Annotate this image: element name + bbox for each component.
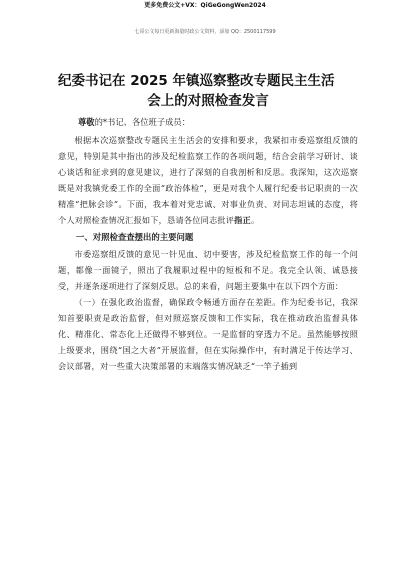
- download-banner: 更多免费公文+VX：QiGeGongWen2024: [144, 2, 266, 9]
- paragraph-intro: [58, 132, 358, 228]
- salutation-rest: 的*书记、各位班子成员：: [94, 117, 191, 127]
- paragraph-section1-overview: 市委巡察组反馈的意见一针见血、切中要害，涉及纪检监察工作的每一个问题，都像一面镜子，照出了我履职过程中的短板和不足。我完全认领、诚恳接受，并逐条逐项进行了深刻反思。总的来看，问题主要集中在以下四个方面：: [58, 249, 358, 291]
- salutation-bold: 尊敬: [78, 117, 95, 127]
- section-heading-1: 一、对照检查查摆出的主要问题: [76, 232, 194, 242]
- document-title-line2: 会上的对照检查发言: [147, 93, 269, 109]
- paragraph-intro-text: 根据本次巡察整改专题民主生活会的安排和要求，我紧扣市委巡察组反馈的意见，特别是其中指出的涉及纪检监察工作的各项问题，结合会前学习研讨、谈心谈话和征求到的意见建议，进行了深刻的自我剖析和反思。我深知，这次巡察既是对我镇党委工作的全面“政治体检”，更是对我个人履行纪委书记职责的一次精准“把脉会诊”。下面，我本着对党忠诚、对事业负责、对同志坦诚的态度，将个人对照检查情况汇报如下，恳请各位同志批评: [58, 135, 358, 225]
- paragraph-section1-item1: （一）在强化政治监督，确保政令畅通方面存在差距。作为纪委书记，我深知首要职责是政治监督，但对照巡察反馈和工作实际，我在推动政治监督具体化、精准化、常态化上还做得不够到位。一是监督的穿透力不足。虽然能够按照上级要求，围绕“国之大者”开展监督，但在实际操作中，有时满足于传达学习、会议部署，对一些重大决策部署的末端落实情况缺乏“一竿子插到: [58, 297, 358, 371]
- paragraph-intro-bold: 指正: [234, 215, 251, 225]
- paragraph-intro-end: 。: [250, 215, 260, 225]
- salutation: [78, 116, 358, 128]
- document-page: [58, 72, 358, 374]
- document-title-line1: 纪委书记在 2025 年镇巡察整改专题民主生活: [58, 73, 335, 89]
- watermark-text: 七哥公文每日更新海量时政公文资料，添加 QQ：2500117599: [134, 29, 276, 35]
